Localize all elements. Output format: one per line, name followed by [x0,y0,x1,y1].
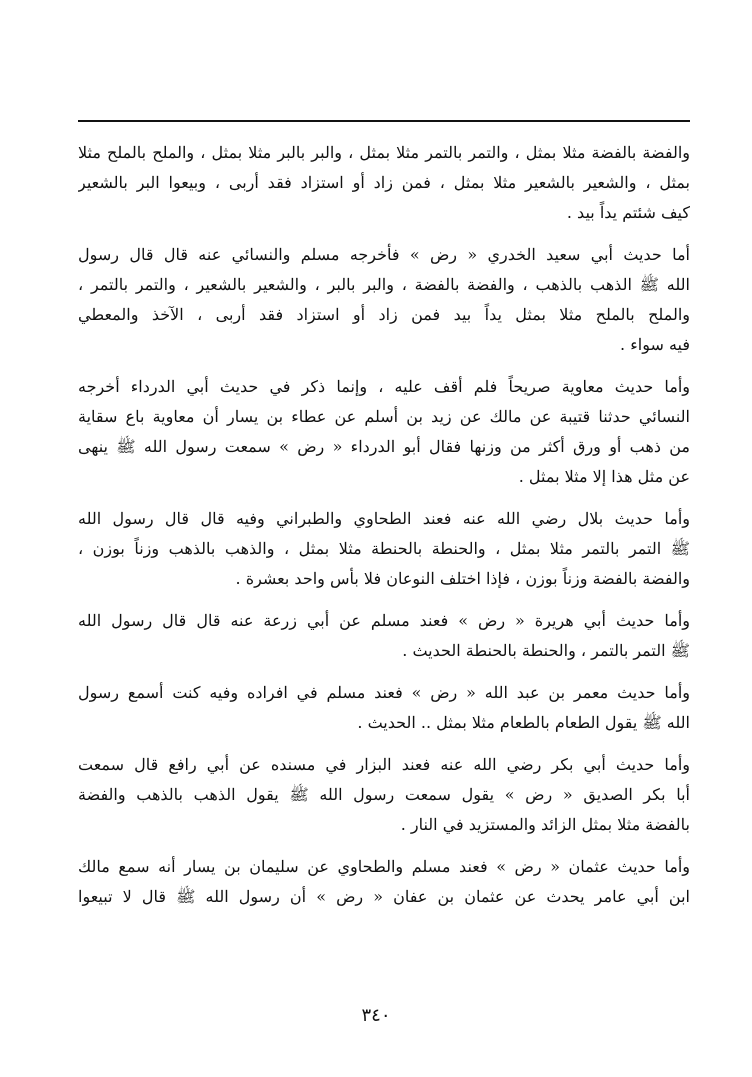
text-line: ﷺ التمر بالتمر ، والحنطة بالحنطة الحديث . [402,641,690,660]
text-line: الله ﷺ الذهب بالذهب ، والفضة بالفضة ، والبر بالبر ، والشعير بالشعير ، والتمر بالتمر ، [78,275,690,294]
text-line: وأما حديث عثمان « رض » فعند مسلم والطحاوي عن سليمان بن يسار أنه سمع مالك [78,857,690,876]
text-line: الله ﷺ يقول الطعام بالطعام مثلا بمثل .. الحديث . [357,713,690,732]
text-line: والفضة بالفضة مثلا بمثل ، والتمر بالتمر مثلا بمثل ، والبر بالبر مثلا بمثل ، والملح بالملح مثلا [78,143,690,162]
paragraph-uthman [78,852,690,912]
text-line: وأما حديث بلال رضي الله عنه فعند الطحاوي والطبراني وفيه قال قال رسول الله [78,509,690,528]
paragraph-abu-bakr [78,750,690,840]
text-line: ﷺ التمر بالتمر مثلا بمثل ، والحنطة بالحنطة مثلا بمثل ، والذهب بالذهب وزناً بوزن ، [78,539,690,558]
paragraph-continuation [78,138,690,228]
text-line: أبا بكر الصديق « رض » يقول سمعت رسول الله ﷺ يقول الذهب بالذهب والفضة [78,785,690,804]
text-line: ابن أبي عامر يحدث عن عثمان بن عفان « رض » أن رسول الله ﷺ قال لا تبيعوا [78,887,690,906]
text-line: النسائي حدثنا قتيبة عن مالك عن زيد بن أسلم عن عطاء بن يسار أن معاوية باع سقاية [78,407,690,426]
text-line: وأما حديث معاوية صريحاً فلم أقف عليه ، وإنما ذكر في حديث أبي الدرداء أخرجه [78,377,690,396]
text-line: أما حديث أبي سعيد الخدري « رض » فأخرجه مسلم والنسائي عنه قال قال رسول [78,245,690,264]
text-line: وأما حديث معمر بن عبد الله « رض » فعند مسلم في افراده وفيه كنت أسمع رسول [78,683,690,702]
text-line: والفضة بالفضة وزناً بوزن ، فإذا اختلف النوعان فلا بأس واحد بعشرة . [235,569,690,588]
paragraph-abu-huraira [78,606,690,666]
text-line: وأما حديث أبي بكر رضي الله عنه فعند البزار في مسنده عن أبي رافع قال سمعت [78,755,690,774]
paragraph-abu-said [78,240,690,360]
text-line: والملح بالملح مثلا بمثل يداً بيد فمن زاد أو استزاد فقد أربى ، الآخذ والمعطي [78,305,690,324]
text-line: وأما حديث أبي هريرة « رض » فعند مسلم عن أبي زرعة عنه قال قال رسول الله [78,611,690,630]
text-line: عن مثل هذا إلا مثلا بمثل . [518,467,690,486]
paragraph-mamar [78,678,690,738]
text-line: كيف شئتم يداً بيد . [566,203,690,222]
paragraph-bilal [78,504,690,594]
text-line: فيه سواء . [620,335,690,354]
text-line: بالفضة مثلا بمثل الزائد والمستزيد في النار . [400,815,690,834]
main-text [78,138,690,924]
paragraph-muawiya [78,372,690,492]
text-line: من ذهب أو ورق أكثر من وزنها فقال أبو الدرداء « رض » سمعت رسول الله ﷺ ينهى [78,437,690,456]
header-rule [78,120,690,122]
text-line: بمثل ، والشعير بالشعير مثلا بمثل ، فمن زاد أو استزاد فقد أربى ، وبيعوا البر بالشعير [78,173,690,192]
page-number: ٣٤٠ [361,1005,391,1026]
